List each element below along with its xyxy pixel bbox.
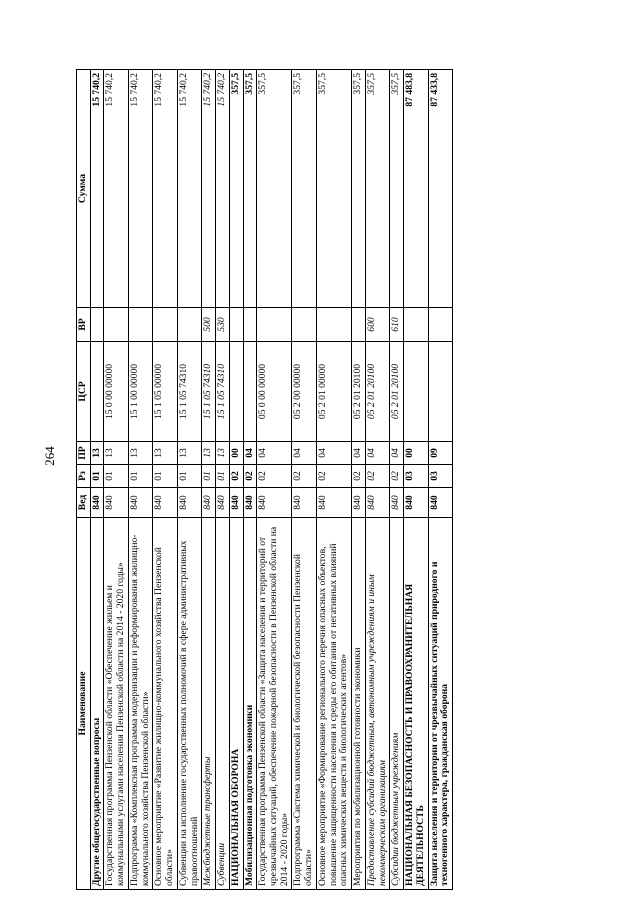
cell-sum: 357,5 — [257, 70, 292, 308]
table-body — [90, 70, 452, 890]
cell-vr — [404, 308, 428, 342]
cell-pr: 13 — [202, 442, 216, 465]
cell-csr: 05 0 00 00000 — [257, 342, 292, 442]
cell-vr — [428, 308, 452, 342]
cell-ved: 840 — [229, 488, 243, 518]
cell-pr: 00 — [404, 442, 428, 465]
cell-pr: 04 — [292, 442, 316, 465]
cell-vr: 610 — [390, 308, 404, 342]
cell-vr — [177, 308, 201, 342]
cell-vr — [153, 308, 177, 342]
header-sum: Сумма — [77, 70, 91, 308]
cell-name: Другие общегосударственные вопросы — [90, 518, 104, 890]
cell-ved: 840 — [428, 488, 452, 518]
cell-rz: 01 — [128, 465, 152, 488]
cell-vr — [104, 308, 128, 342]
header-rz: Рз — [77, 465, 91, 488]
cell-sum: 15 740,2 — [104, 70, 128, 308]
cell-ved: 840 — [404, 488, 428, 518]
cell-rz: 03 — [404, 465, 428, 488]
cell-pr: 04 — [352, 442, 366, 465]
cell-ved: 840 — [257, 488, 292, 518]
table-row — [177, 70, 201, 890]
cell-sum: 15 740,2 — [202, 70, 216, 308]
cell-name: Основное мероприятие «Развитие жилищно-коммунального хозяйства Пензенской области» — [153, 518, 177, 890]
cell-rz: 02 — [229, 465, 243, 488]
cell-sum: 15 740,2 — [128, 70, 152, 308]
cell-vr: 600 — [365, 308, 389, 342]
cell-csr: 05 2 00 00000 — [292, 342, 316, 442]
header-ved: Вед — [77, 488, 91, 518]
cell-sum: 15 740,2 — [90, 70, 104, 308]
cell-vr — [229, 308, 243, 342]
cell-vr — [257, 308, 292, 342]
table-row — [202, 70, 216, 890]
cell-rz: 01 — [177, 465, 201, 488]
cell-rz: 02 — [352, 465, 366, 488]
cell-pr: 13 — [104, 442, 128, 465]
cell-rz: 01 — [153, 465, 177, 488]
cell-vr: 530 — [216, 308, 230, 342]
table-row — [404, 70, 428, 890]
cell-ved: 840 — [352, 488, 366, 518]
cell-ved: 840 — [316, 488, 351, 518]
cell-pr: 04 — [365, 442, 389, 465]
cell-csr — [243, 342, 257, 442]
cell-rz: 02 — [292, 465, 316, 488]
cell-name: Государственная программа Пензенской области «Защита населения и территорий от чрезвычайных ситуаций, обеспечение пожарной безопасности в Пензенской области на 2014 - 2020 годы» — [257, 518, 292, 890]
cell-sum: 87 433,8 — [428, 70, 452, 308]
cell-pr: 13 — [128, 442, 152, 465]
cell-csr: 15 1 05 74310 — [216, 342, 230, 442]
cell-pr: 04 — [390, 442, 404, 465]
table-header — [77, 70, 91, 890]
cell-csr: 15 1 05 74310 — [177, 342, 201, 442]
table-row — [243, 70, 257, 890]
cell-rz: 02 — [243, 465, 257, 488]
cell-sum: 357,5 — [390, 70, 404, 308]
cell-ved: 840 — [104, 488, 128, 518]
table-row — [104, 70, 128, 890]
cell-name: Основное мероприятие «Формирование регионального перечня опасных объектов, повышение защищенности населения и среды его обитания от негативных влияний опасных химических веществ и биологических агентов» — [316, 518, 351, 890]
cell-rz: 02 — [390, 465, 404, 488]
table-row — [90, 70, 104, 890]
cell-ved: 840 — [292, 488, 316, 518]
cell-vr — [352, 308, 366, 342]
page-number: 264 — [42, 446, 57, 466]
cell-rz: 02 — [316, 465, 351, 488]
cell-sum: 15 740,2 — [153, 70, 177, 308]
cell-ved: 840 — [216, 488, 230, 518]
cell-pr: 13 — [216, 442, 230, 465]
cell-name: Мобилизационная подготовка экономики — [243, 518, 257, 890]
budget-table — [76, 69, 453, 890]
cell-name: Мероприятия по мобилизационной готовности экономики — [352, 518, 366, 890]
cell-vr — [90, 308, 104, 342]
header-pr: ПР — [77, 442, 91, 465]
table-row — [352, 70, 366, 890]
cell-sum: 15 740,2 — [216, 70, 230, 308]
cell-pr: 04 — [257, 442, 292, 465]
cell-csr: 05 2 01 00000 — [316, 342, 351, 442]
cell-name: НАЦИОНАЛЬНАЯ ОБОРОНА — [229, 518, 243, 890]
cell-ved: 840 — [128, 488, 152, 518]
cell-vr: 500 — [202, 308, 216, 342]
header-name: Наименование — [77, 518, 91, 890]
cell-pr: 13 — [177, 442, 201, 465]
cell-sum: 357,5 — [365, 70, 389, 308]
header-csr: ЦСР — [77, 342, 91, 442]
cell-vr — [292, 308, 316, 342]
table-row — [257, 70, 292, 890]
cell-rz: 01 — [202, 465, 216, 488]
cell-sum: 357,5 — [229, 70, 243, 308]
cell-csr: 15 1 05 74310 — [202, 342, 216, 442]
cell-ved: 840 — [243, 488, 257, 518]
cell-name: Субсидии бюджетным учреждениям — [390, 518, 404, 890]
table-row — [428, 70, 452, 890]
cell-csr — [229, 342, 243, 442]
cell-ved: 840 — [390, 488, 404, 518]
cell-sum: 357,5 — [352, 70, 366, 308]
cell-name: Государственная программа Пензенской области «Обеспечение жильем и коммунальными услугами населения Пензенской области на 2014 - 2020 годы» — [104, 518, 128, 890]
cell-name: Предоставление субсидий бюджетным, автономным учреждениям и иным некоммерческим организациям — [365, 518, 389, 890]
cell-rz: 01 — [90, 465, 104, 488]
cell-name: Субвенции — [216, 518, 230, 890]
cell-pr: 13 — [153, 442, 177, 465]
cell-csr — [404, 342, 428, 442]
cell-sum: 357,5 — [316, 70, 351, 308]
cell-sum: 357,5 — [243, 70, 257, 308]
cell-vr — [243, 308, 257, 342]
cell-csr — [428, 342, 452, 442]
cell-rz: 03 — [428, 465, 452, 488]
cell-ved: 840 — [365, 488, 389, 518]
cell-pr: 09 — [428, 442, 452, 465]
cell-sum: 15 740,2 — [177, 70, 201, 308]
rotated-table-container — [76, 70, 604, 890]
cell-rz: 01 — [104, 465, 128, 488]
cell-name: Межбюджетные трансферты — [202, 518, 216, 890]
cell-name: НАЦИОНАЛЬНАЯ БЕЗОПАСНОСТЬ И ПРАВООХРАНИТЕЛЬНАЯ ДЕЯТЕЛЬНОСТЬ — [404, 518, 428, 890]
table-row — [365, 70, 389, 890]
cell-pr: 13 — [90, 442, 104, 465]
table-row — [390, 70, 404, 890]
cell-csr: 15 1 05 00000 — [153, 342, 177, 442]
cell-csr: 15 0 00 00000 — [104, 342, 128, 442]
cell-vr — [316, 308, 351, 342]
cell-name: Подпрограмма «Система химической и биологической безопасности Пензенской области» — [292, 518, 316, 890]
cell-sum: 357,5 — [292, 70, 316, 308]
cell-csr — [90, 342, 104, 442]
table-row — [292, 70, 316, 890]
header-vr: ВР — [77, 308, 91, 342]
table-row — [229, 70, 243, 890]
table-row — [216, 70, 230, 890]
cell-name: Защита населения и территории от чрезвычайных ситуаций природного и техногенного характера, гражданская оборона — [428, 518, 452, 890]
cell-csr: 15 1 00 00000 — [128, 342, 152, 442]
cell-ved: 840 — [177, 488, 201, 518]
cell-name: Подпрограмма «Комплексная программа модернизации и реформирования жилищно-коммунального хозяйства Пензенской области» — [128, 518, 152, 890]
cell-rz: 02 — [365, 465, 389, 488]
cell-pr: 00 — [229, 442, 243, 465]
cell-sum: 87 483,8 — [404, 70, 428, 308]
table-row — [316, 70, 351, 890]
cell-rz: 01 — [216, 465, 230, 488]
cell-ved: 840 — [153, 488, 177, 518]
cell-ved: 840 — [202, 488, 216, 518]
table-row — [128, 70, 152, 890]
table-row — [153, 70, 177, 890]
cell-ved: 840 — [90, 488, 104, 518]
cell-name: Субвенции на исполнение государственных полномочий в сфере административных правоотношений — [177, 518, 201, 890]
cell-pr: 04 — [316, 442, 351, 465]
cell-csr: 05 2 01 20100 — [352, 342, 366, 442]
cell-vr — [128, 308, 152, 342]
cell-csr: 05 2 01 20100 — [390, 342, 404, 442]
cell-pr: 04 — [243, 442, 257, 465]
cell-csr: 05 2 01 20100 — [365, 342, 389, 442]
cell-rz: 02 — [257, 465, 292, 488]
